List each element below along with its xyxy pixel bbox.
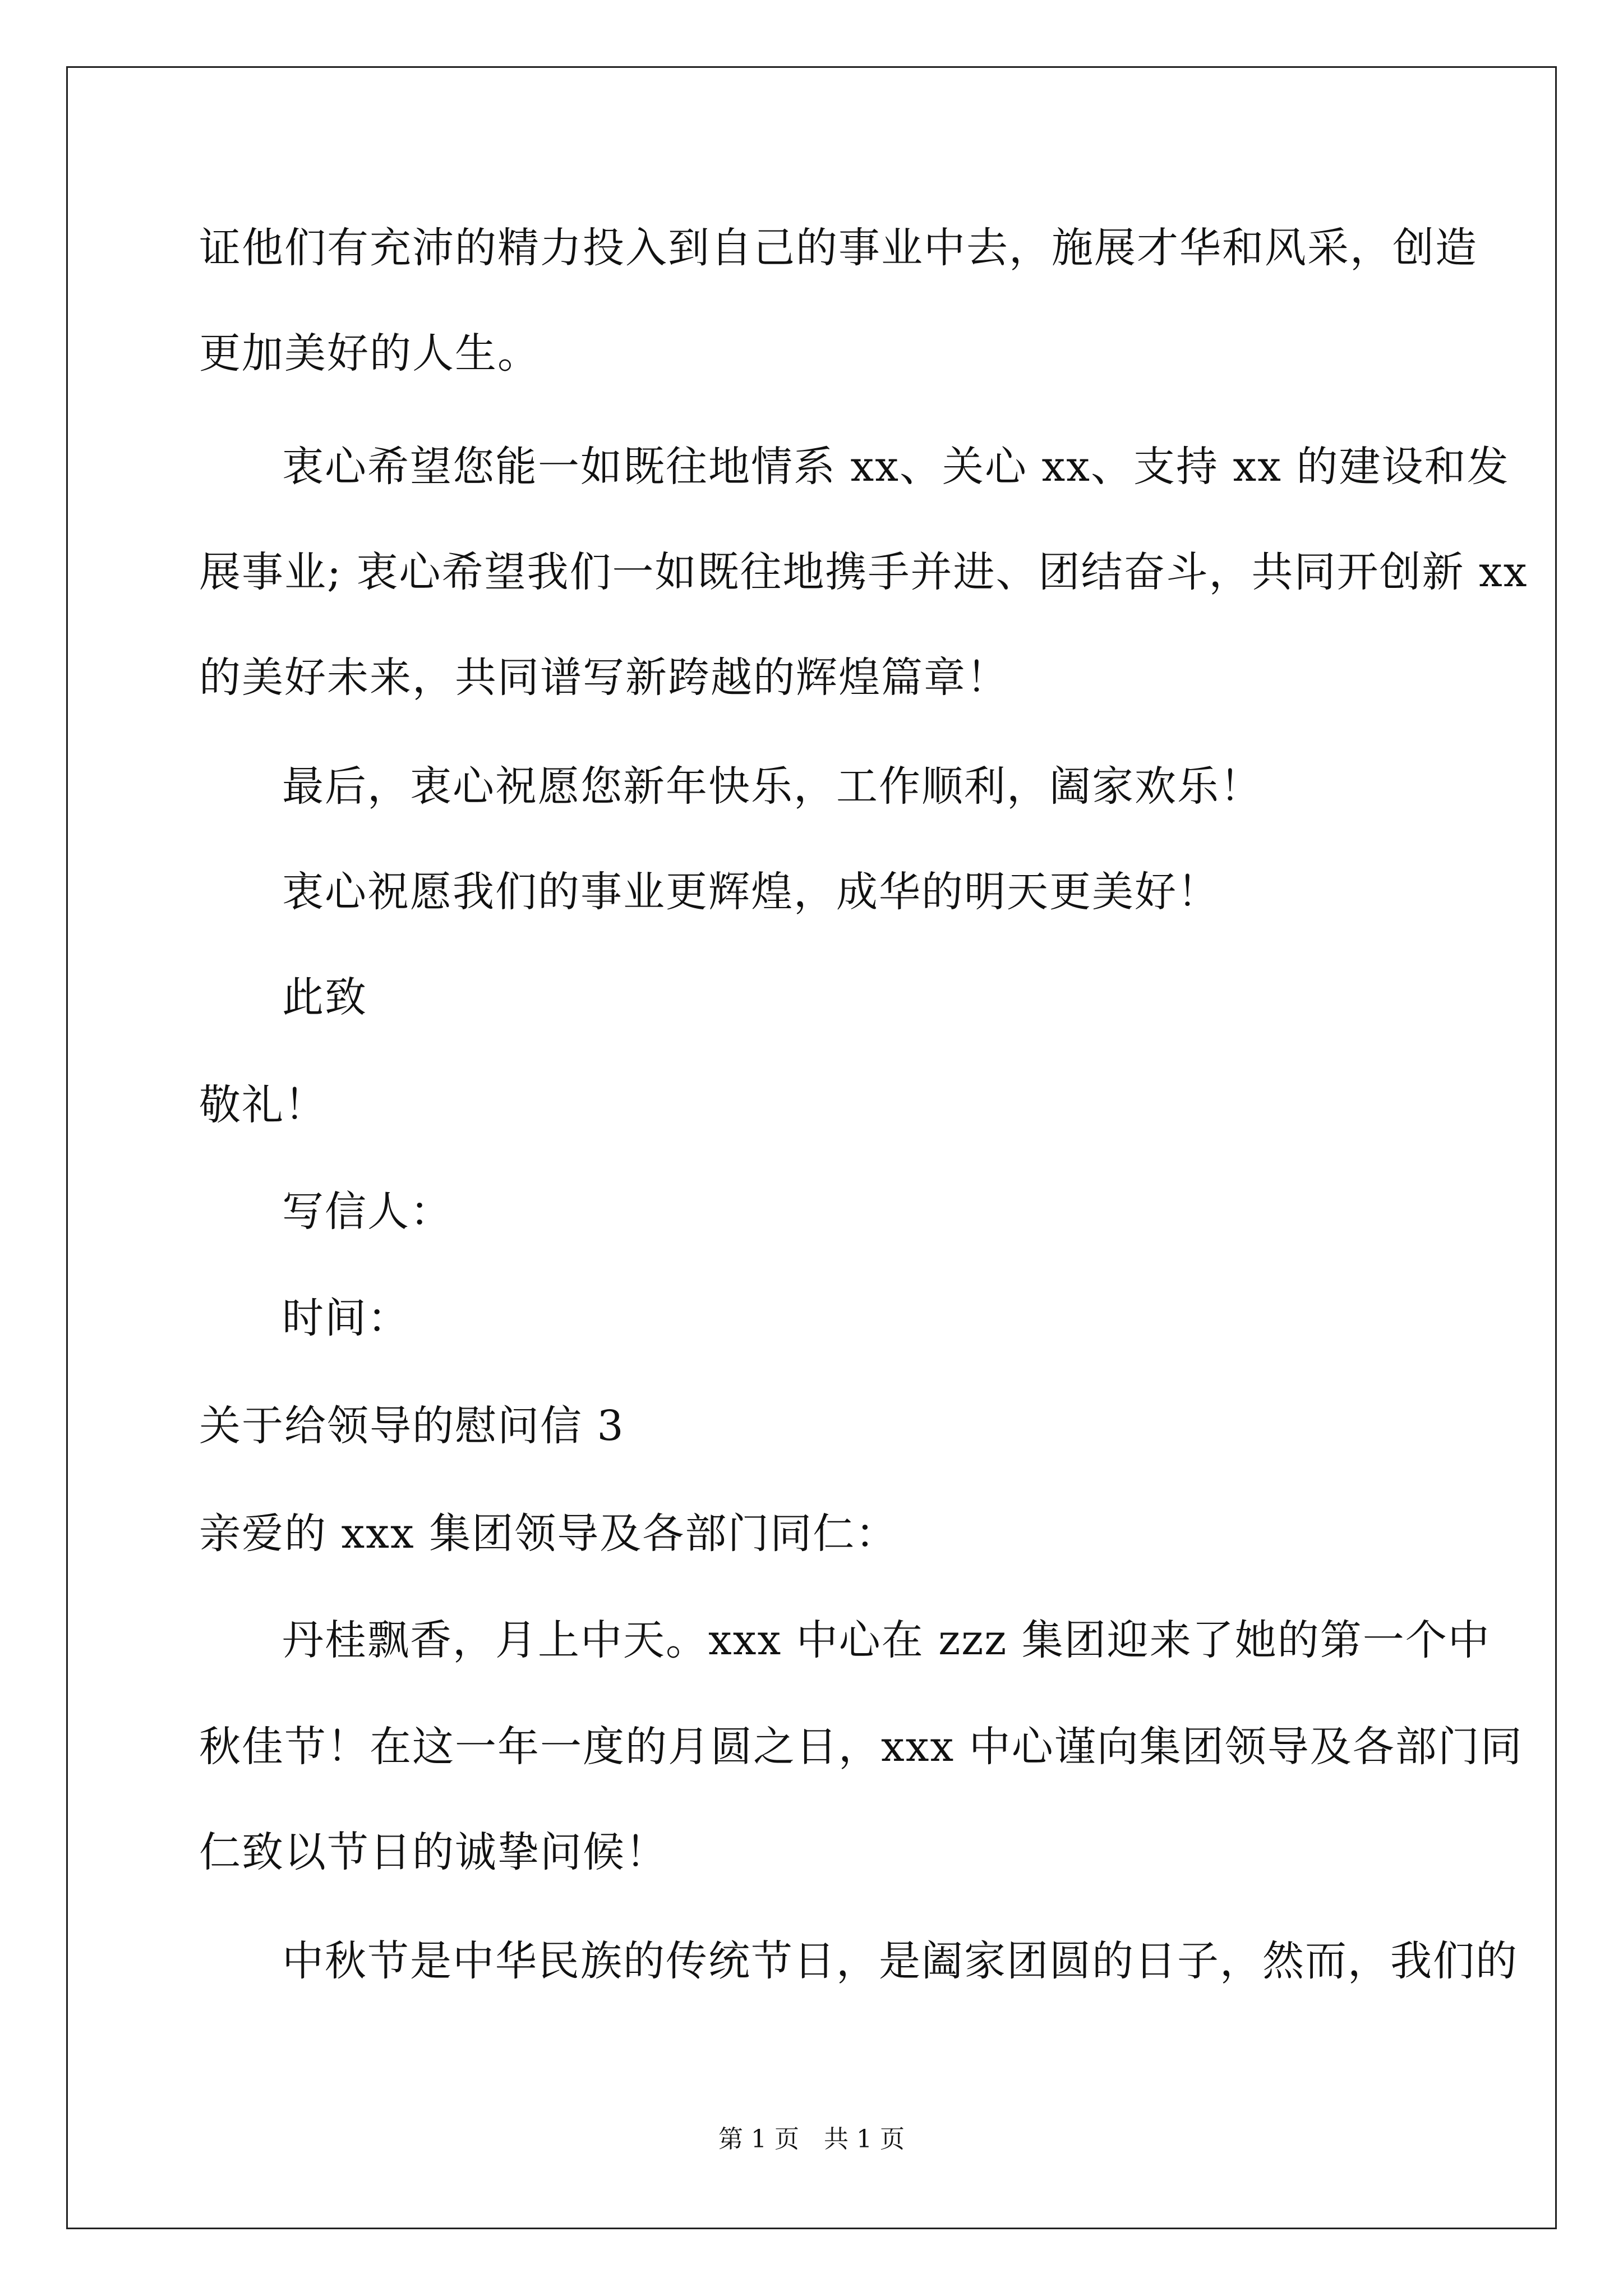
text-line: 仁致以节日的诚挚问候！ xyxy=(199,1828,668,1876)
page-footer: 第 1 页 共 1 页 xyxy=(718,2125,905,2154)
text-line: 衷心祝愿我们的事业更辉煌，成华的明天更美好！ xyxy=(282,868,1220,916)
text-line: 丹桂飘香，月上中天。xxx 中心在 zzz 集团迎来了她的第一个中 xyxy=(282,1616,1491,1664)
text-line: 中秋节是中华民族的传统节日，是阖家团圆的日子，然而，我们的 xyxy=(282,1937,1518,1985)
text-line: 此致 xyxy=(282,973,367,1022)
text-line: 写信人： xyxy=(282,1188,453,1236)
text-line: 秋佳节！在这一年一度的月圆之日，xxx 中心谨向集团领导及各部门同 xyxy=(199,1723,1523,1771)
page-border xyxy=(66,66,1557,2229)
text-line: 更加美好的人生。 xyxy=(199,329,540,378)
text-line: 展事业; 衷心希望我们一如既往地携手并进、团结奋斗，共同开创新 xx xyxy=(199,548,1528,596)
section-heading: 关于给领导的慰问信 3 xyxy=(199,1402,625,1450)
text-line: 衷心希望您能一如既往地情系 xx、关心 xx、支持 xx 的建设和发 xyxy=(282,443,1510,491)
text-line: 的美好未来，共同谱写新跨越的辉煌篇章！ xyxy=(199,654,1009,702)
text-line: 证他们有充沛的精力投入到自己的事业中去，施展才华和风采，创造 xyxy=(199,224,1478,272)
salutation: 亲爱的 xxx 集团领导及各部门同仁： xyxy=(199,1510,898,1558)
text-line: 时间： xyxy=(282,1294,410,1342)
text-line: 敬礼！ xyxy=(199,1081,327,1129)
text-line: 最后，衷心祝愿您新年快乐，工作顺利，阖家欢乐！ xyxy=(282,762,1262,811)
